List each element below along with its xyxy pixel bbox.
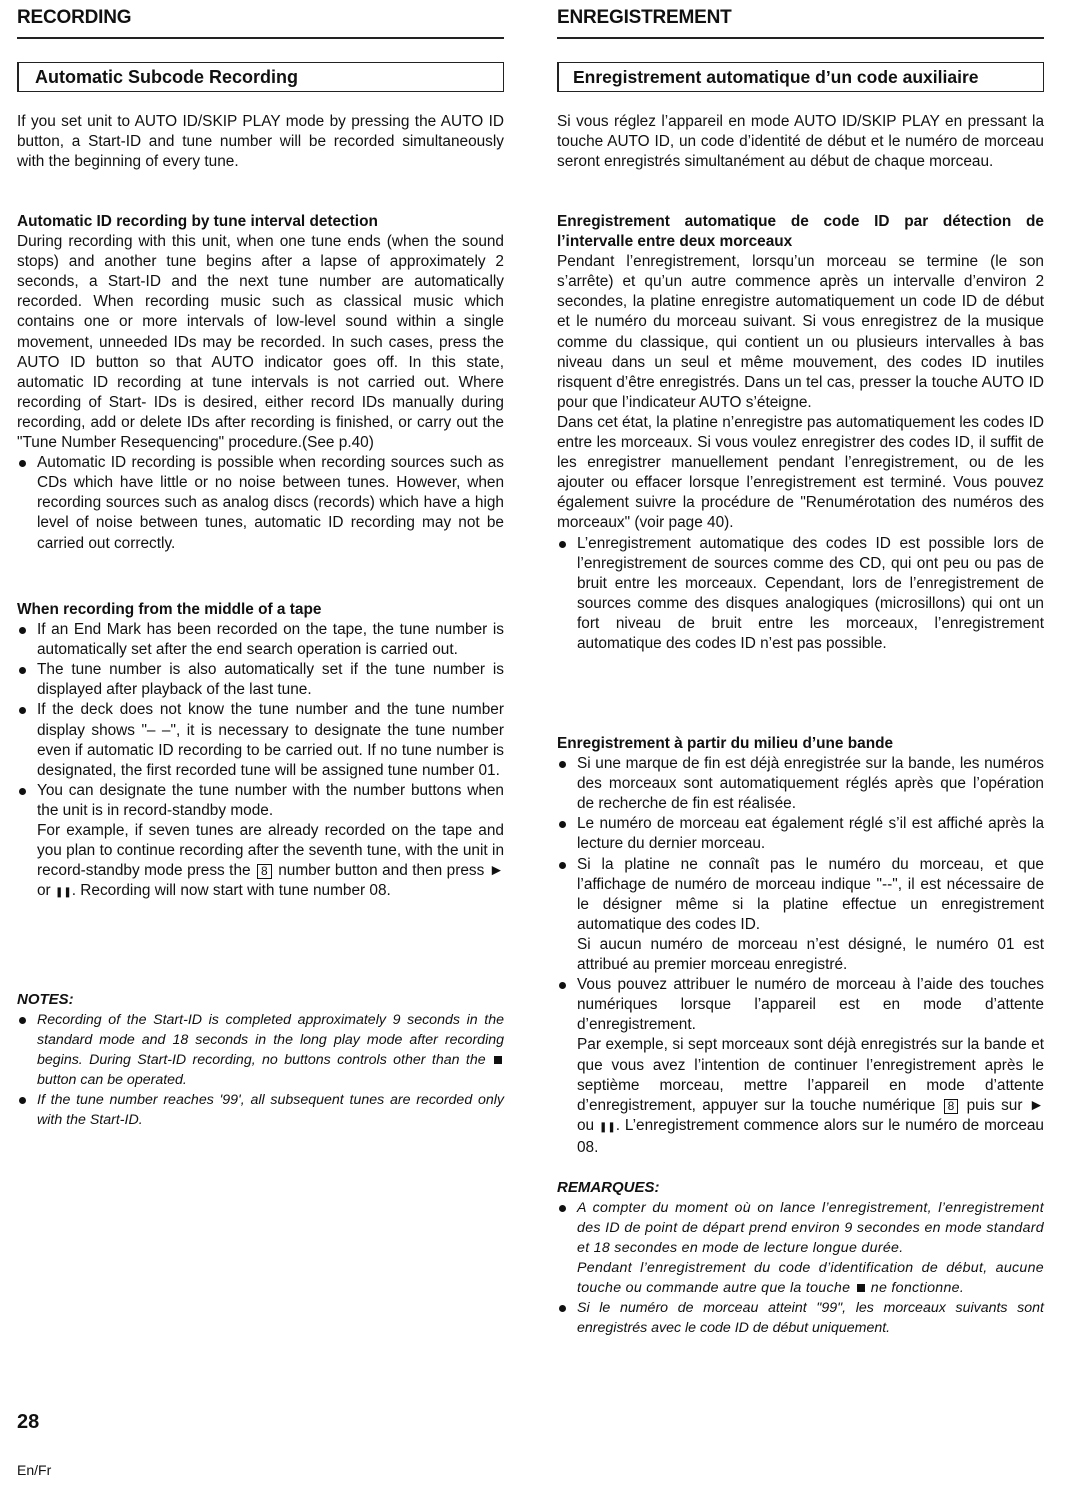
- bullet-item: Le numéro de morceau eat également réglé s’il est affiché après la lecture du dernier morceau.: [557, 814, 1044, 854]
- header-rule: [17, 37, 504, 39]
- note-text: Pendant l’enregistrement du code d’identification de début, aucune touche ou commande autre que la touche: [577, 1260, 1044, 1296]
- auto-id-section: [17, 212, 504, 554]
- play-icon: ►: [488, 862, 504, 880]
- bullet-item: Si une marque de fin est déjà enregistrée sur la bande, les numéros des morceaux sont automatiquement réglés après que l’opération de recherche de fin est réalisée.: [557, 754, 1044, 814]
- middle-tape-section: [557, 734, 1044, 1158]
- intro-text: If you set unit to AUTO ID/SKIP PLAY mode by pressing the AUTO ID button, a Start-ID and tune number will be recorded simultaneously with the beginning of every tune.: [17, 113, 504, 171]
- section-title: Enregistrement automatique d’un code auxiliaire: [557, 62, 1044, 92]
- note-item: [557, 1198, 1044, 1298]
- bullet-item: [557, 855, 1044, 976]
- paragraph: Pendant l’enregistrement, lorsqu’un morceau se termine (le son s’arrête) et qu’un autre commence après un intervalle d’environ 2 secondes, la platine enregistre automatiquement un code ID de début et le numéro du morceau suivant. Si vous enregistrez de la musique comme du classique, qui contient un ou plusieurs intervalles à bas niveau dans un seul et même mouvement, des codes ID inutiles risquent d’être enregistrés. Dans un tel cas, presser la touche AUTO ID pour que l’indicateur AUTO s’éteigne.: [557, 253, 1044, 411]
- bullet-text: Si aucun numéro de morceau n’est désigné, le numéro 01 est attribué au premier morceau enregistré.: [577, 935, 1044, 974]
- number-key-8-icon: 8: [944, 1099, 959, 1114]
- middle-tape-section: [17, 600, 504, 903]
- note-text: Recording of the Start-ID is completed approximately 9 seconds in the standard mode and 18 seconds in the long play mode after recording begins. During Start-ID recording, no buttons controls other than the: [37, 1012, 504, 1068]
- section-title: Automatic Subcode Recording: [17, 62, 504, 92]
- subheading: Automatic ID recording by tune interval detection: [17, 213, 378, 230]
- bullet-item: Automatic ID recording is possible when recording sources such as CDs which have little or no noise between tunes. However, when recording sources such as analog discs (records) which have a high level of noise between tunes, automatic ID recording may not be carried out correctly.: [17, 453, 504, 553]
- bullet-text: Si la platine ne connaît pas le numéro du morceau, et que l’affichage de numéro de morceau indique "--", il est nécessaire de le désigner même si la platine effectue un enregistrement automatique des codes ID.: [577, 855, 1044, 933]
- bullet-item: The tune number is also automatically set if the tune number is displayed after playback of the last tune.: [17, 660, 504, 700]
- example-text: puis sur: [966, 1096, 1023, 1114]
- bullet-item: If the deck does not know the tune number and the tune number display shows "– –", it is necessary to designate the tune number even if automatic ID recording to be carried out. If no tune number is designated, the first recorded tune will be assigned tune number 01.: [17, 700, 504, 780]
- bullet-item: [17, 781, 504, 904]
- language-label: En/Fr: [17, 1462, 52, 1478]
- subheading: Enregistrement automatique de code ID par détection de l’intervalle entre deux morceaux: [557, 213, 1044, 251]
- example-text: For example, if seven tunes are already recorded on the tape and you plan to continue recording after the seventh tune, with the unit in record-standby mode press the: [37, 822, 504, 880]
- number-key-8-icon: 8: [257, 864, 272, 879]
- bullet-item: L’enregistrement automatique des codes ID est possible lors de l’enregistrement de sources comme des CD, qui ont peu ou pas de bruit entre les morceaux. Cependant, lors de l’enregistrement de sources comme des disques analogiques (microsillons) qui ont un fort niveau de bruit entre les morceaux, l’enregistrement automatique des codes ID n’est pas possible.: [557, 534, 1044, 655]
- intro-text: Si vous réglez l’appareil en mode AUTO ID/SKIP PLAY en pressant la touche AUTO ID, un code d’identité de début et le numéro de morceau seront enregistrés simultanément au début de chaque morceau.: [557, 113, 1044, 171]
- page-number: 28: [17, 1411, 40, 1433]
- bullet-text: You can designate the tune number with the number buttons when the unit is in record-standby mode.: [37, 781, 504, 819]
- example-text: ou: [577, 1116, 595, 1134]
- note-text: ne fonctionne.: [870, 1280, 965, 1296]
- section-header: RECORDING: [17, 7, 132, 28]
- note-item: Si le numéro de morceau atteint "99", les morceaux suivants sont enregistrés avec le code ID de début uniquement.: [557, 1298, 1044, 1338]
- stop-icon: [494, 1056, 502, 1064]
- subheading: When recording from the middle of a tape: [17, 601, 322, 618]
- play-icon: ►: [1028, 1096, 1044, 1114]
- note-text: A compter du moment où on lance l’enregistrement, l’enregistrement des ID de point de départ prend environ 9 secondes en mode standard et 18 secondes en mode de lecture longue durée.: [577, 1200, 1044, 1256]
- header-rule: [557, 37, 1044, 39]
- bullet-text: Vous pouvez attribuer le numéro de morceau à l’aide des touches numériques lorsque l’appareil est en mode d’attente d’enregistrement.: [577, 976, 1044, 1034]
- example-text: . Recording will now start with tune number 08.: [71, 882, 391, 900]
- notes-section: [17, 990, 504, 1130]
- note-item: If the tune number reaches '99', all subsequent tunes are recorded only with the Start-ID.: [17, 1090, 504, 1130]
- remarks-title: REMARQUES:: [557, 1179, 660, 1196]
- note-text: button can be operated.: [37, 1072, 187, 1088]
- paragraph: During recording with this unit, when one tune ends (when the sound stops) and another tune begins after a lapse of approximately 2 seconds, a Start-ID and the next tune number are automatically recorded. When recording music such as classical music which contains one or more intervals of low-level sound within a single movement, unneeded IDs may be recorded. In such cases, press the AUTO ID button so that AUTO indicator goes off. In this state, automatic ID recording at tune intervals is not carried out. Where recording of Start- IDs is desired, either record IDs manually during recording, add or delete IDs after recording is finished, or carry out the "Tune Number Resequencing" procedure.(See p.40): [17, 233, 504, 452]
- paragraph: Dans cet état, la platine n’enregistre pas automatiquement les codes ID entre les morceaux. Si vous voulez enregistrer des codes ID, il suffit de les enregistrer manuellement pendant l’enregistrement, ou de les ajouter ou effacer lorsque l’enregistrement est terminé. Vous pouvez également suivre la procédure de "Renumérotation des numéros des morceaux" (voir page 40).: [557, 413, 1044, 532]
- intro-paragraph: [557, 112, 1044, 172]
- bullet-item: If an End Mark has been recorded on the tape, the tune number is automatically set after the end search operation is carried out.: [17, 620, 504, 660]
- subheading: Enregistrement à partir du milieu d’une bande: [557, 735, 894, 752]
- note-item: [17, 1010, 504, 1090]
- pause-icon: ❚❚: [599, 1121, 616, 1133]
- example-text: . L’enregistrement commence alors sur le numéro de morceau 08.: [577, 1116, 1044, 1156]
- notes-title: NOTES:: [17, 991, 74, 1008]
- bullet-item: [557, 975, 1044, 1158]
- auto-id-section: [557, 212, 1044, 654]
- example-text: Par exemple, si sept morceaux sont déjà enregistrés sur la bande et que vous avez l’intention de continuer l’enregistrement après le septième morceau, mettre l’appareil en mode d’attente d’enregistrement, appuyer sur la touche numérique: [577, 1036, 1044, 1114]
- example-text: or: [37, 882, 51, 900]
- section-header: ENREGISTREMENT: [557, 7, 732, 28]
- intro-paragraph: [17, 112, 504, 172]
- stop-icon: [857, 1284, 865, 1292]
- example-text: number button and then press: [278, 862, 485, 880]
- pause-icon: ❚❚: [54, 887, 72, 899]
- remarks-section: [557, 1178, 1044, 1338]
